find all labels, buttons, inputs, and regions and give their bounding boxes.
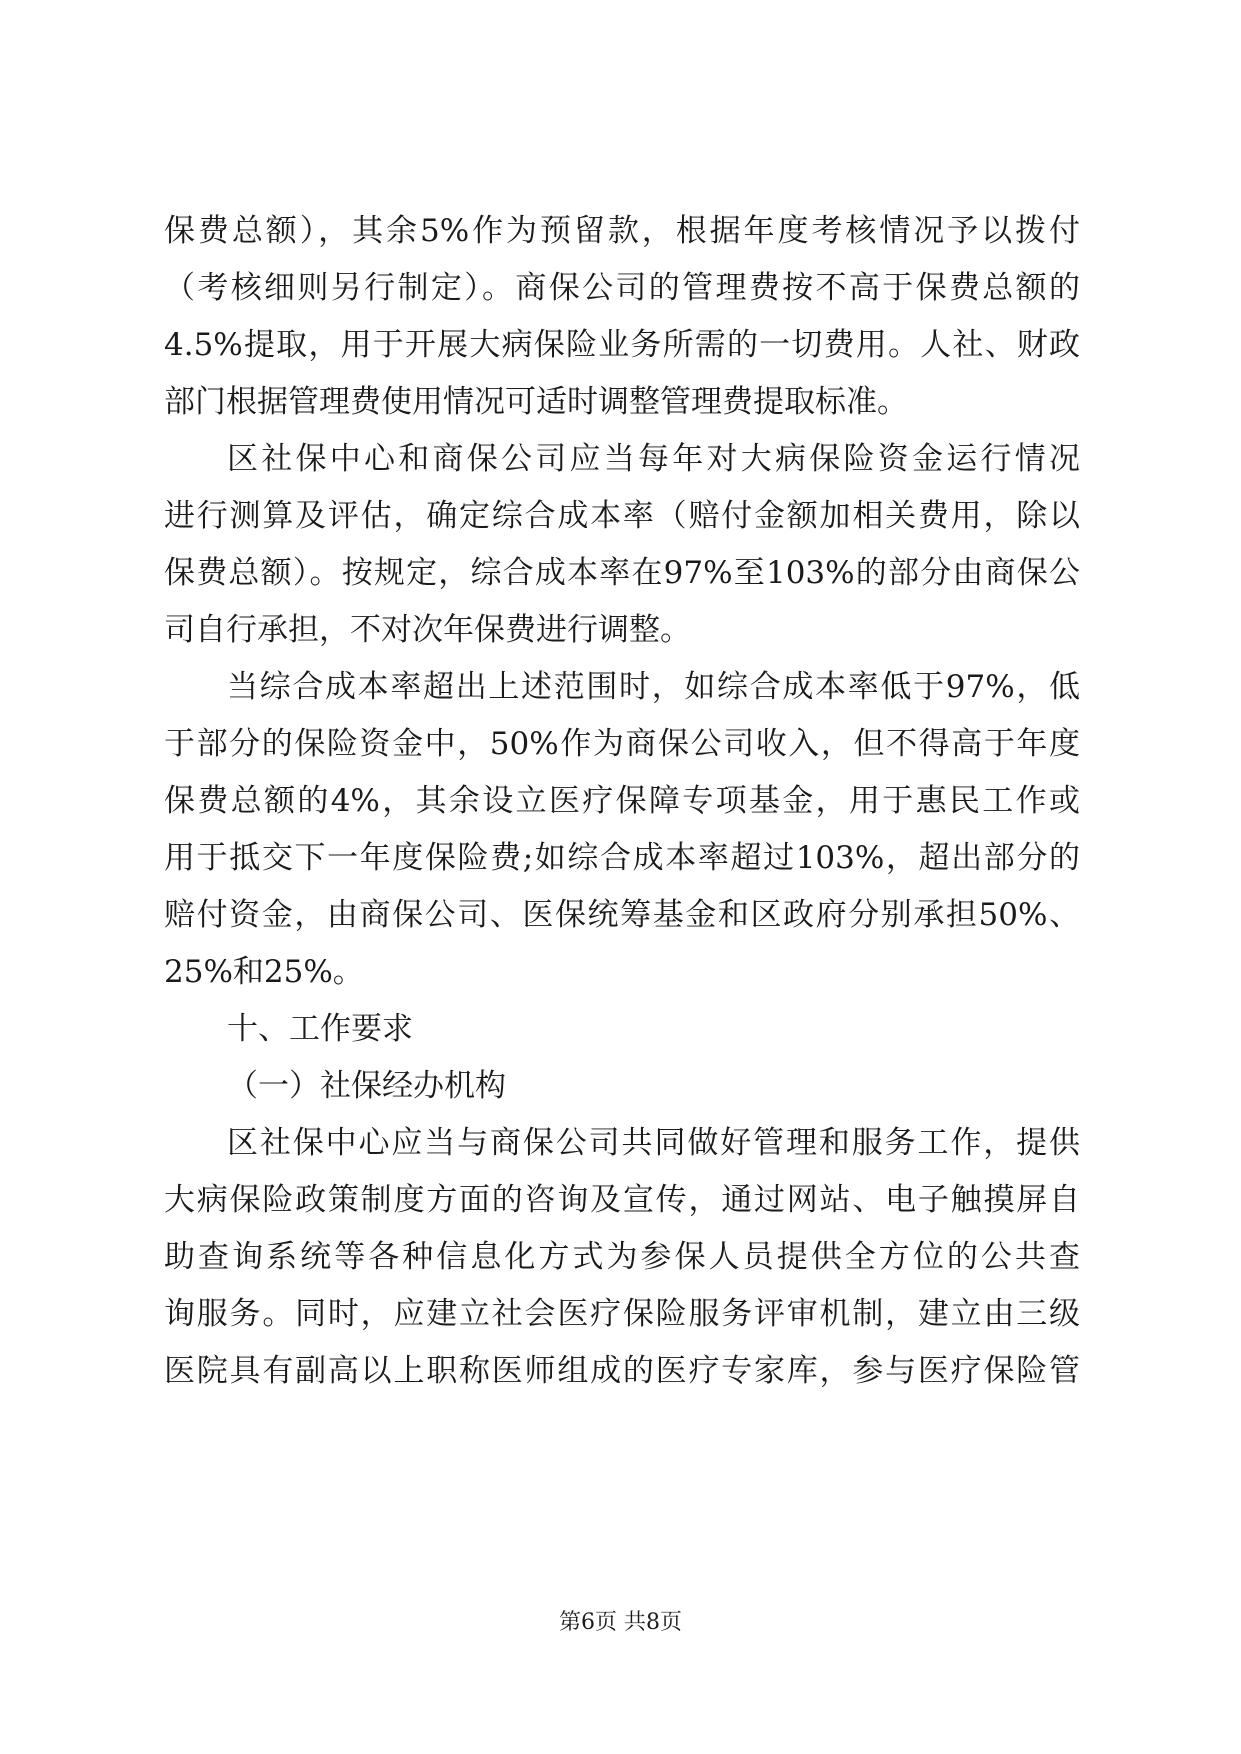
paragraph-line: （考核细则另行制定）。商保公司的管理费按不高于保费总额的 [164,270,1080,306]
paragraph-line: 区社保中心应当与商保公司共同做好管理和服务工作，提供 [227,1125,1080,1161]
paragraph-line: 进行测算及评估，确定综合成本率（赔付金额加相关费用，除以 [164,498,1080,534]
page-footer: 第6页 共8页 [559,1610,682,1635]
paragraph-line: 大病保险政策制度方面的咨询及宣传，通过网站、电子触摸屏自 [164,1182,1080,1218]
paragraph-line: 区社保中心和商保公司应当每年对大病保险资金运行情况 [227,441,1080,477]
paragraph-line: 询服务。同时，应建立社会医疗保险服务评审机制，建立由三级 [164,1296,1080,1332]
section-heading: 十、工作要求 [227,1011,413,1047]
subsection-heading: （一）社保经办机构 [227,1068,506,1104]
paragraph-line: 保费总额的4%，其余设立医疗保障专项基金，用于惠民工作或 [164,783,1080,819]
paragraph-line: 当综合成本率超出上述范围时，如综合成本率低于97%，低 [227,669,1080,705]
paragraph-line: 用于抵交下一年度保险费;如综合成本率超过103%，超出部分的 [164,840,1080,876]
paragraph-line: 于部分的保险资金中，50%作为商保公司收入，但不得高于年度 [164,726,1080,762]
paragraph-line: 保费总额），其余5%作为预留款，根据年度考核情况予以拨付 [164,213,1080,249]
paragraph-line: 医院具有副高以上职称医师组成的医疗专家库，参与医疗保险管 [164,1353,1080,1389]
paragraph-line: 部门根据管理费使用情况可适时调整管理费提取标准。 [164,384,908,420]
paragraph-line: 赔付资金，由商保公司、医保统筹基金和区政府分别承担50%、 [164,897,1080,933]
paragraph-line: 4.5%提取，用于开展大病保险业务所需的一切费用。人社、财政 [164,327,1080,363]
paragraph-line: 25%和25%。 [164,954,364,990]
paragraph-line: 助查询系统等各种信息化方式为参保人员提供全方位的公共查 [164,1239,1080,1275]
paragraph-line: 保费总额）。按规定，综合成本率在97%至103%的部分由商保公 [164,555,1080,591]
paragraph-line: 司自行承担，不对次年保费进行调整。 [164,612,691,648]
